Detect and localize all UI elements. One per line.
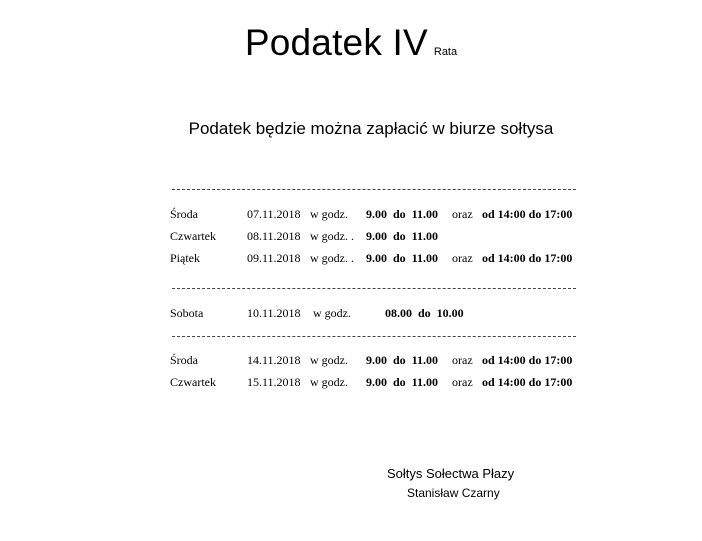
row-hours-label: w godz. xyxy=(310,353,348,367)
row-second-range: od 14:00 do 17:00 xyxy=(482,375,573,389)
row-second-range: od 14:00 do 17:00 xyxy=(482,251,573,265)
row-connector: oraz xyxy=(452,375,473,389)
row-first-range: 08.00 do 10.00 xyxy=(385,306,464,320)
dashed-separator xyxy=(172,288,576,289)
page-title: Podatek IV xyxy=(244,22,428,63)
row-day: Piątek xyxy=(170,251,200,265)
row-date: 10.11.2018 xyxy=(247,306,301,320)
signature-title: Sołtys Sołectwa Płazy xyxy=(387,466,515,481)
row-second-range: od 14:00 do 17:00 xyxy=(482,353,573,367)
row-hours-label: w godz. . xyxy=(310,251,354,265)
dashed-separator xyxy=(172,189,576,190)
row-connector: oraz xyxy=(452,251,473,265)
row-hours-label: w godz. xyxy=(313,306,351,320)
row-date: 14.11.2018 xyxy=(247,353,301,367)
row-day: Środa xyxy=(170,353,198,367)
row-hours-label: w godz. . xyxy=(310,229,354,243)
heading xyxy=(0,22,702,64)
row-date: 09.11.2018 xyxy=(247,251,301,265)
dashed-separator xyxy=(172,336,576,337)
row-date: 15.11.2018 xyxy=(247,375,301,389)
row-hours-label: w godz. xyxy=(310,207,348,221)
row-date: 07.11.2018 xyxy=(247,207,301,221)
row-day: Czwartek xyxy=(170,375,216,389)
row-day: Sobota xyxy=(170,306,204,320)
title-suffix: Rata xyxy=(433,46,458,58)
row-first-range: 9.00 do 11.00 xyxy=(366,229,439,243)
row-first-range: 9.00 do 11.00 xyxy=(366,207,439,221)
row-day: Czwartek xyxy=(170,229,216,243)
row-hours-label: w godz. xyxy=(310,375,348,389)
row-day: Środa xyxy=(170,207,198,221)
row-connector: oraz xyxy=(452,207,473,221)
row-date: 08.11.2018 xyxy=(247,229,301,243)
signature-name: Stanisław Czarny xyxy=(407,486,500,500)
row-second-range: od 14:00 do 17:00 xyxy=(482,207,573,221)
subtitle: Podatek będzie można zapłacić w biurze sołtysa xyxy=(188,119,554,138)
row-connector: oraz xyxy=(452,353,473,367)
row-first-range: 9.00 do 11.00 xyxy=(366,375,439,389)
row-first-range: 9.00 do 11.00 xyxy=(366,251,439,265)
row-first-range: 9.00 do 11.00 xyxy=(366,353,439,367)
